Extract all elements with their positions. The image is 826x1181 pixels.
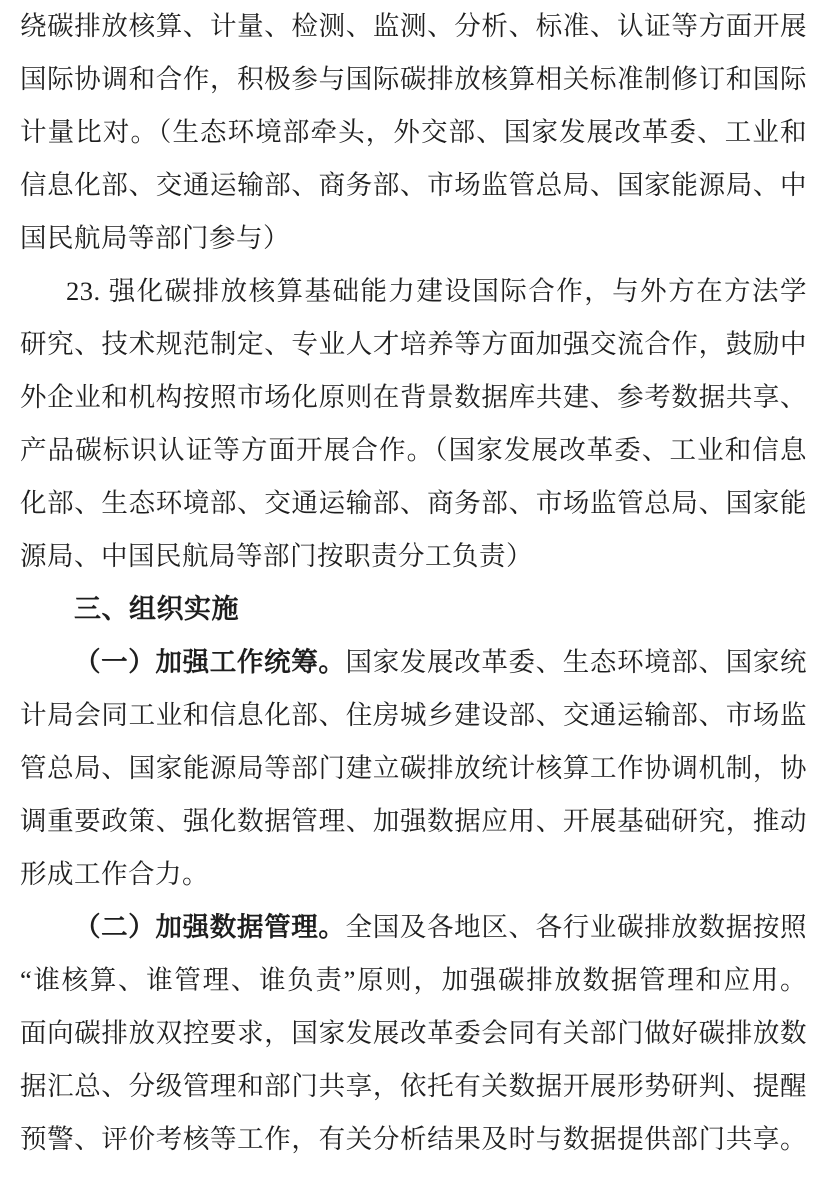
text-line-paragraph-end: 形成工作合力。 [20, 859, 209, 889]
paragraph-lead-bold: （一）加强工作统筹。 [74, 647, 346, 677]
text-run: 国家发展改革委、生态环境部、国家统 [345, 647, 807, 677]
text-line: 据汇总、分级管理和部门共享，依托有关数据开展形势研判、提醒 [20, 1071, 807, 1101]
paragraph-first-line [20, 636, 807, 689]
text-line: 计量比对。（生态环境部牵头，外交部、国家发展改革委、工业和 [20, 117, 807, 147]
text-line: 国际协调和合作，积极参与国际碳排放核算相关标准制修订和国际 [20, 64, 807, 94]
text-line: 计局会同工业和信息化部、住房城乡建设部、交通运输部、市场监 [20, 700, 807, 730]
text-line: 面向碳排放双控要求，国家发展改革委会同有关部门做好碳排放数 [20, 1018, 807, 1048]
paragraph-lead-bold: （二）加强数据管理。 [74, 912, 346, 942]
numbered-item-line: 23. 强化碳排放核算基础能力建设国际合作，与外方在方法学 [66, 276, 807, 306]
text-line: 预警、评价考核等工作，有关分析结果及时与数据提供部门共享。 [20, 1124, 807, 1154]
section-heading: 三、组织实施 [74, 594, 239, 624]
text-line: 调重要政策、强化数据管理、加强数据应用、开展基础研究，推动 [20, 806, 807, 836]
text-line: 管总局、国家能源局等部门建立碳排放统计核算工作协调机制，协 [20, 753, 807, 783]
text-line: 产品碳标识认证等方面开展合作。（国家发展改革委、工业和信息 [20, 435, 807, 465]
text-line-paragraph-end: 源局、中国民航局等部门按职责分工负责） [20, 541, 533, 571]
text-line: “谁核算、谁管理、谁负责”原则，加强碳排放数据管理和应用。 [20, 965, 807, 995]
text-line-paragraph-end: 国民航局等部门参与） [20, 223, 290, 253]
paragraph-first-line [20, 901, 807, 954]
text-line: 研究、技术规范制定、专业人才培养等方面加强交流合作，鼓励中 [20, 329, 807, 359]
text-line: 外企业和机构按照市场化原则在背景数据库共建、参考数据共享、 [20, 382, 807, 412]
document-text-block [20, 0, 807, 1166]
text-line: 信息化部、交通运输部、商务部、市场监管总局、国家能源局、中 [20, 170, 807, 200]
text-line: 化部、生态环境部、交通运输部、商务部、市场监管总局、国家能 [20, 488, 807, 518]
text-line: 绕碳排放核算、计量、检测、监测、分析、标准、认证等方面开展 [20, 11, 807, 41]
text-run: 全国及各地区、各行业碳排放数据按照 [345, 912, 807, 942]
